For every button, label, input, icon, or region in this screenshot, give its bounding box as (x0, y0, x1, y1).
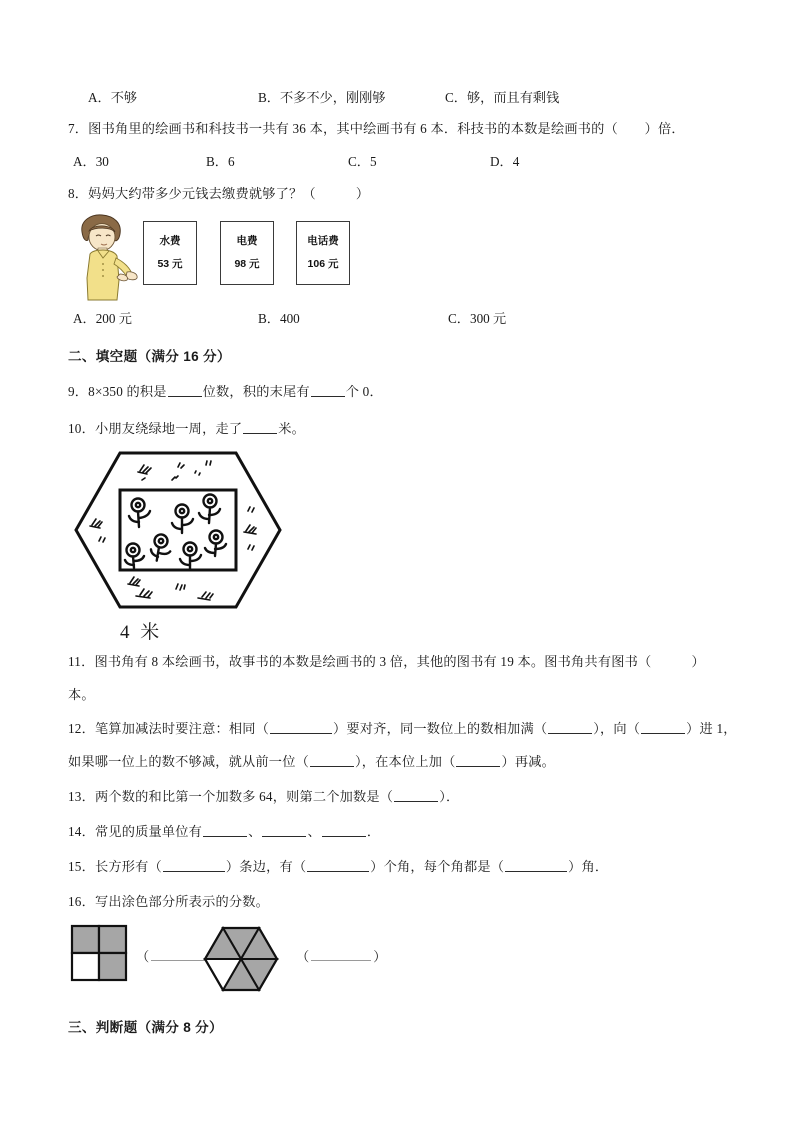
q8-figure (68, 212, 728, 304)
q7-option-a[interactable]: A．30 (73, 154, 109, 169)
section-heading-fill-in-blank: 二、填空题（满分 16 分） (68, 349, 231, 364)
q14-blank-2[interactable] (262, 824, 306, 837)
q14-prefix: 14．常见的质量单位有 (68, 824, 203, 839)
q6-option-c[interactable]: C．够，而且有剩钱 (445, 90, 560, 105)
q9-blank-1[interactable] (168, 384, 202, 397)
q15-text (68, 857, 728, 877)
q6-option-row (68, 87, 728, 107)
q15-part-4: ）角． (568, 859, 609, 874)
q13-prefix: 13．两个数的和比第一个加数多 64，则第二个加数是（ (68, 789, 394, 804)
hexagon-green-field-diagram (68, 445, 288, 615)
q8-option-row (68, 308, 728, 328)
bill-phone-name: 电话费 (307, 235, 339, 247)
q13-blank[interactable] (394, 789, 438, 802)
q12-blank-4[interactable] (310, 754, 354, 767)
q6-option-a[interactable]: A．不够 (88, 90, 138, 105)
q13-text (68, 787, 728, 807)
q12-part-4: ）进 1， (686, 721, 737, 736)
section-heading-true-false: 三、判断题（满分 8 分） (68, 1020, 223, 1035)
q6-option-b[interactable]: B．不多不少，刚刚够 (258, 90, 386, 105)
q9-suffix: 个 0． (345, 384, 383, 399)
q9-prefix: 9．8×350 的积是 (68, 384, 167, 399)
bill-card-electricity (220, 221, 274, 285)
q8-option-c[interactable]: C．300 元 (448, 311, 507, 326)
q11-line2: 本。 (68, 687, 95, 702)
q14-sep-1: 、 (248, 824, 262, 839)
q8-option-b[interactable]: B．400 (258, 311, 300, 326)
q8-text: 8．妈妈大约带多少元钱去缴费就够了？（ ） (68, 186, 370, 201)
bill-card-phone (296, 221, 350, 285)
q12-part-5: 如果哪一位上的数不够减，就从前一位（ (68, 754, 309, 769)
q12-blank-2[interactable] (548, 721, 592, 734)
bill-card-water (143, 221, 197, 285)
q12-part-3: ），向（ (593, 721, 641, 736)
bill-water-amount: 53 元 (157, 258, 183, 271)
q11-line1: 11．图书角有 8 本绘画书，故事书的本数是绘画书的 3 倍，其他的图书有 19 本。图书角共有图书（ ） (68, 654, 705, 669)
q12-blank-5[interactable] (456, 754, 500, 767)
q15-part-2: ）条边，有（ (225, 859, 307, 874)
q12-part-6: ），在本位上加（ (354, 754, 456, 769)
q16-answer-2[interactable]: （ ） (296, 949, 387, 964)
q12-part-7: ）再减。 (501, 754, 556, 769)
q9-text (68, 382, 728, 402)
q15-part-3: ）个角，每个角都是（ (370, 859, 505, 874)
q7-option-row (68, 151, 728, 171)
bill-electricity-amount: 98 元 (234, 258, 260, 271)
q14-blank-1[interactable] (203, 824, 247, 837)
q14-sep-2: 、 (307, 824, 321, 839)
q15-blank-1[interactable] (163, 859, 225, 872)
q7-option-b[interactable]: B．6 (206, 154, 235, 169)
q16-answer-1[interactable]: （ (136, 946, 226, 965)
q10-figure (68, 445, 728, 650)
bill-water-name: 水费 (159, 235, 181, 247)
q10-blank[interactable] (243, 421, 277, 434)
q16-answer-line-2[interactable] (311, 950, 371, 961)
q12-part-2: ）要对齐，同一数位上的数相加满（ (333, 721, 548, 736)
q7-text: 7．图书角里的绘画书和科技书一共有 36 本，其中绘画书有 6 本．科技书的本数是绘画书的（ ）倍． (68, 121, 685, 136)
q7-option-c[interactable]: C．5 (348, 154, 377, 169)
q15-blank-3[interactable] (505, 859, 567, 872)
q12-part-1: 12．笔算加减法时要注意：相同（ (68, 721, 270, 736)
q16-figure (68, 924, 728, 996)
q14-suffix: ． (366, 824, 381, 839)
q14-blank-3[interactable] (322, 824, 366, 837)
q12-blank-1[interactable] (270, 721, 332, 734)
hexagon-sixths-shape (200, 922, 282, 996)
q8-option-a[interactable]: A．200 元 (73, 311, 132, 326)
q12-line2 (68, 752, 728, 772)
page-content (68, 0, 737, 1036)
woman-paying-bills-icon (70, 212, 140, 304)
q12-line1 (68, 719, 737, 739)
q9-blank-2[interactable] (311, 384, 345, 397)
q14-text (68, 822, 728, 842)
q10-suffix: 米。 (278, 421, 306, 436)
q7-option-d[interactable]: D．4 (490, 154, 520, 169)
q12-blank-3[interactable] (641, 721, 685, 734)
q9-middle: 位数，积的末尾有 (202, 384, 310, 399)
q10-figure-caption: 4 米 (120, 622, 163, 643)
q13-suffix: ）． (439, 789, 460, 804)
square-quarters-shape (70, 924, 128, 984)
bill-phone-amount: 106 元 (307, 258, 339, 271)
q10-text (68, 419, 728, 439)
q16-text: 16．写出涂色部分所表示的分数。 (68, 894, 270, 909)
q15-part-1: 15．长方形有（ (68, 859, 162, 874)
q15-blank-2[interactable] (307, 859, 369, 872)
q10-prefix: 10．小朋友绕绿地一周，走了 (68, 421, 243, 436)
bill-electricity-name: 电费 (236, 235, 258, 247)
